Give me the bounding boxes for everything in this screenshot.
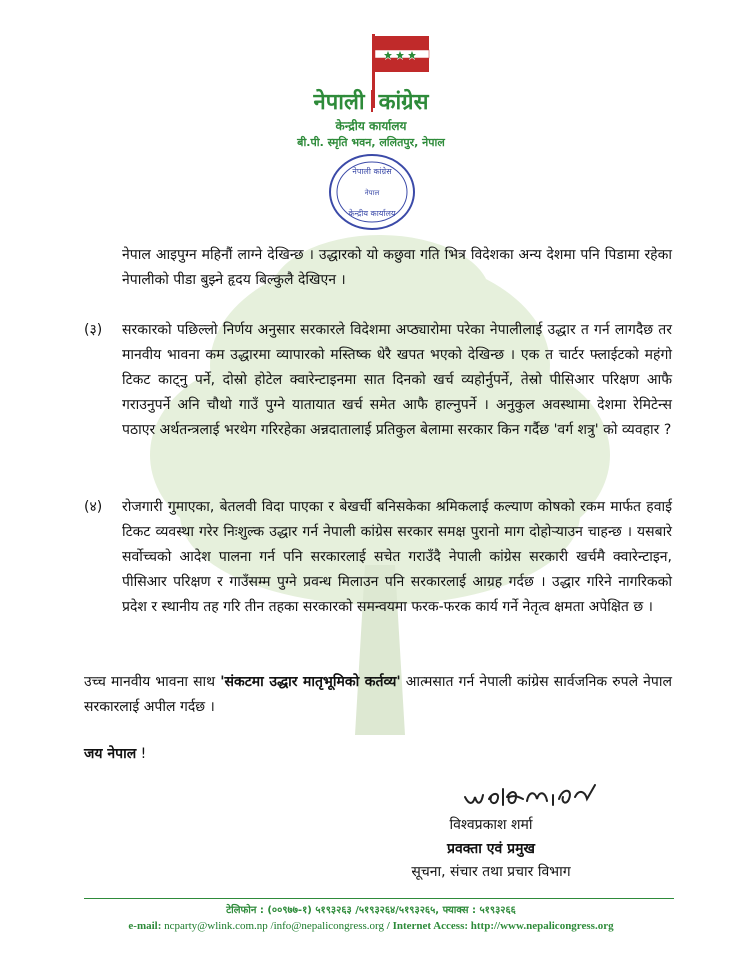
email-label: e-mail: <box>128 920 162 932</box>
flag-pole-divider <box>371 90 373 112</box>
internet-access: / Internet Access: http://www.nepalicongress.org <box>386 920 614 932</box>
seal-bottom-text: केन्द्रीय कार्यालय <box>348 209 396 218</box>
appeal-paragraph <box>84 670 672 720</box>
party-name <box>0 86 742 116</box>
signatory-title: प्रवक्ता एवं प्रमुख <box>447 841 535 857</box>
closing-salutation <box>84 744 146 763</box>
signatory-name: विश्वप्रकाश शर्मा <box>449 817 533 833</box>
item-4-paragraph: रोजगारी गुमाएका, बेतलवी विदा पाएका र बेखर्ची बनिसकेका श्रमिकलाई कल्याण कोषको रकम मार्फत हवाई टिकट व्यवस्था गरेर निःशुल्क उद्धार गर्न नेपाली कांग्रेस सरकार समक्ष पुरानो माग दोहोऱ्याउन चाहन्छ । यसबारे सर्वोच्चको आदेश पालना गर्न पनि सरकारलाई सचेत गराउँदै नेपाली कांग्रेस सरकारी खर्चमै क्वारेन्टाइन, पीसिआर परिक्षण र गाउँसम्म पुग्ने प्रवन्ध मिलाउन पनि सरकारलाई आग्रह गर्दछ । उद्धार गरिने नागरिकको प्रदेश र स्थानीय तह गरि तीन तहका सरकारको समन्वयमा फरक-फरक कार्य गर्ने नेतृत्व क्षमता अपेक्षित छ । <box>122 499 672 615</box>
office-seal <box>327 152 417 232</box>
closing-text: जय नेपाल <box>84 746 137 762</box>
item-3-number: (३) <box>84 322 103 338</box>
office-name: केन्द्रीय कार्यालय <box>335 119 407 133</box>
appeal-text-before: उच्च मानवीय भावना साथ <box>84 674 221 690</box>
party-name-part1: नेपाली <box>313 90 365 115</box>
closing-mark: ! <box>136 746 147 762</box>
seal-middle-text: नेपाल <box>364 189 380 197</box>
signatory-department: सूचना, संचार तथा प्रचार विभाग <box>411 864 571 880</box>
footer-divider <box>84 898 674 899</box>
party-name-part2: कांग्रेस <box>378 90 429 115</box>
handwritten-signature <box>455 775 625 815</box>
intro-paragraph: नेपाल आइपुग्न महिनौं लाग्ने देखिन्छ । उद्धारको यो कछुवा गति भित्र विदेशका अन्य देशमा पनि पिडामा रहेका नेपालीको पीडा बुझ्ने हृदय बिल्कुलै देखिएन । <box>122 247 672 288</box>
office-address: बी.पी. स्मृति भवन, ललितपुर, नेपाल <box>297 136 445 149</box>
item-3-paragraph: सरकारको पछिल्लो निर्णय अनुसार सरकारले विदेशमा अप्ठ्यारोमा परेका नेपालीलाई उद्धार त गर्न लागदैछ तर मानवीय भावना कम उद्धारमा व्यापारको मस्तिष्क धेरै खपत भएको देखिन्छ । एक त चार्टर फ्लाईटको महंगो टिकट काट्नु पर्ने, दोस्रो होटेल क्वारेन्टाइनमा सात दिनको खर्च व्यहोर्नुपर्ने, तेस्रो पीसिआर परिक्षण आफै गराउनुपर्ने अनि चौथो गाउँ पुग्ने यातायात खर्च समेत आफै हाल्नुपर्ने । अनुकुल अवस्थामा देशमा रेमिटेन्स पठाएर अर्थतन्त्रलाई भरथेग गरिरहेका अन्नदातालाई प्रतिकुल बेलामा सरकार किन गर्दैछ 'वर्ग शत्रु' को व्यवहार ? <box>122 322 672 438</box>
footer-phone: टेलिफोन : (००९७७-१) ५१९३२६३ /५१९३२६४/५१९३२६५, फ्याक्स : ५१९३२६६ <box>226 905 516 916</box>
item-4-number: (४) <box>84 499 103 515</box>
appeal-text-after: आत्मसात गर्न नेपाली कांग्रेस सार्वजनिक रुपले नेपाल सरकारलाई अपील गर्दछ । <box>84 674 673 715</box>
appeal-slogan: 'संकटमा उद्धार मातृभूमिको कर्तव्य' <box>220 674 401 690</box>
footer-contact <box>0 920 742 932</box>
email-value: ncparty@wlink.com.np /info@nepalicongress.org <box>161 920 387 932</box>
seal-top-text: नेपाली कांग्रेस <box>352 167 392 176</box>
